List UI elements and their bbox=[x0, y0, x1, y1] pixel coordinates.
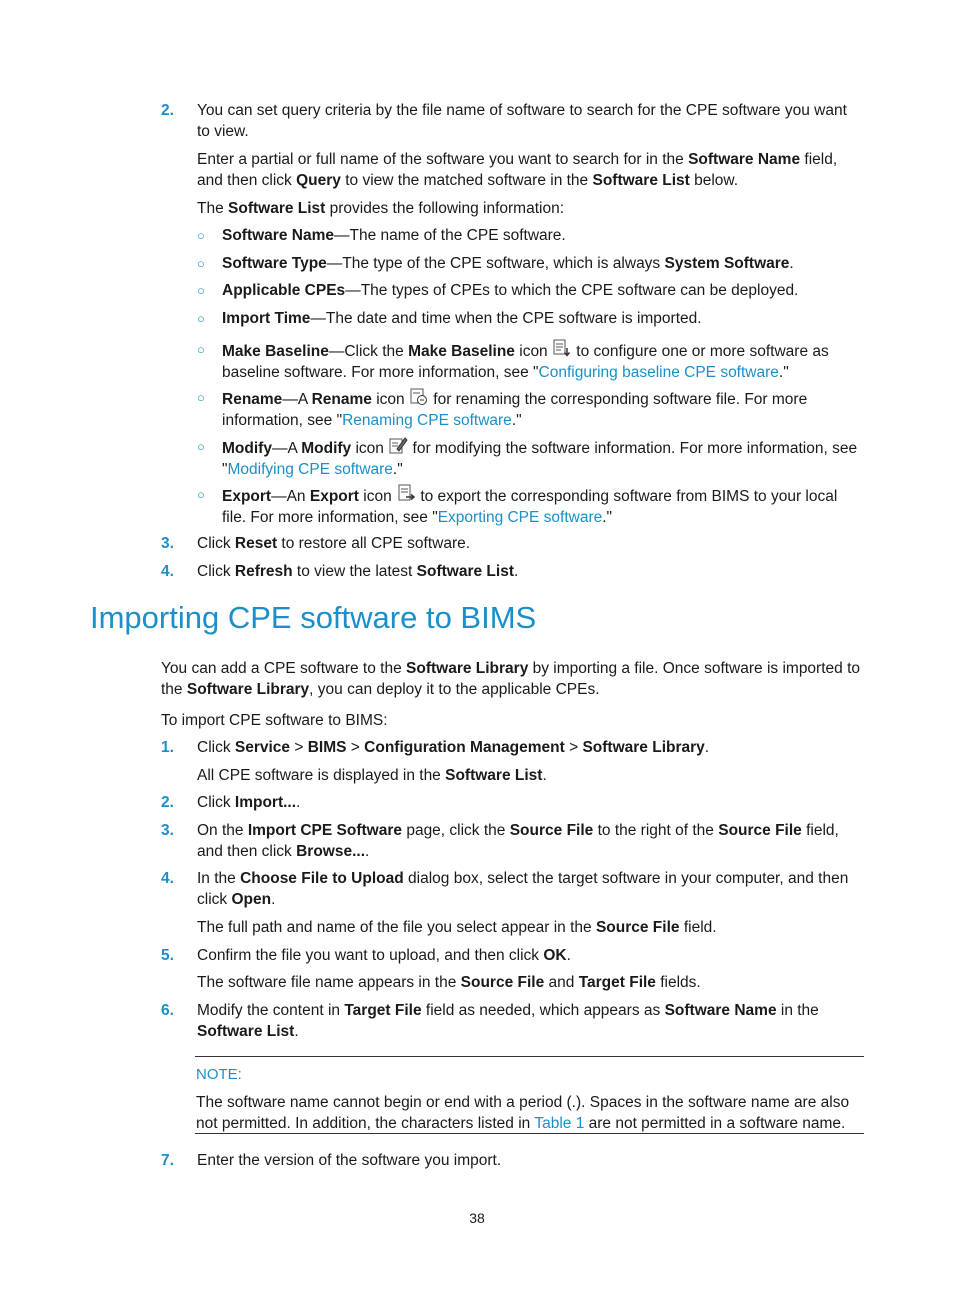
step-text: You can set query criteria by the file name of software to search for the CPE software you want to view. bbox=[197, 102, 847, 140]
note-box bbox=[195, 1056, 864, 1134]
modify-icon bbox=[388, 436, 408, 456]
import-step-4-note: The full path and name of the file you select appear in the Source File field. bbox=[197, 919, 717, 936]
import-step-1: 1. Click Service > BIMS > Configuration Management > Software Library. bbox=[161, 739, 710, 756]
import-step-6: 6. Modify the content in Target File field as needed, which appears as Software Name in the Software List. bbox=[161, 1002, 819, 1040]
import-step-5-note: The software file name appears in the Source File and Target File fields. bbox=[197, 974, 701, 991]
intro-paragraph: You can add a CPE software to the Software Library by importing a file. Once software is imported to the Software Library, you can deploy it to the applicable CPEs. bbox=[161, 660, 860, 698]
bullet-software-name: ○ Software Name—The name of the CPE software. bbox=[197, 227, 566, 244]
paragraph-query: Enter a partial or full name of the software you want to search for in the Software Name field, and then click Query to view the matched software in the Software List below. bbox=[197, 151, 838, 189]
link-modifying[interactable]: Modifying CPE software bbox=[227, 461, 393, 478]
bullet-export: ○ Export—An Export icon to export the corresponding software from BIMS to your local file. For more information, see "Exporting CPE software." bbox=[197, 484, 864, 528]
bullet-modify: ○ Modify—A Modify icon for modifying the software information. For more information, see "Modifying CPE software." bbox=[197, 436, 864, 480]
make-baseline-icon bbox=[552, 339, 572, 359]
bullet-software-type: ○ Software Type—The type of the CPE software, which is always System Software. bbox=[197, 255, 794, 272]
import-step-4: 4. In the Choose File to Upload dialog box, select the target software in your computer, and then click Open. bbox=[161, 870, 849, 908]
note-label: NOTE: bbox=[196, 1066, 242, 1083]
bullet-rename: ○ Rename—A Rename icon for renaming the corresponding software file. For more information, see "Renaming CPE software." bbox=[197, 387, 864, 431]
export-icon bbox=[396, 484, 416, 504]
page-number: 38 bbox=[469, 1210, 485, 1226]
section-heading: Importing CPE software to BIMS bbox=[90, 600, 537, 635]
step-2 bbox=[161, 100, 864, 142]
step-4: 4. Click Refresh to view the latest Software List. bbox=[161, 563, 519, 580]
step-number: 2. bbox=[161, 102, 174, 119]
bullet-applicable-cpes: ○ Applicable CPEs—The types of CPEs to which the CPE software can be deployed. bbox=[197, 282, 799, 299]
note-text: The software name cannot begin or end with a period (.). Spaces in the software name are also not permitted. In addition, the characters listed in Table 1 are not permitted in a software name. bbox=[196, 1094, 850, 1132]
paragraph-software-list: The Software List provides the following information: bbox=[197, 200, 564, 217]
rename-icon bbox=[409, 387, 429, 407]
import-step-7: 7. Enter the version of the software you import. bbox=[161, 1152, 502, 1169]
intro-paragraph-2: To import CPE software to BIMS: bbox=[161, 712, 388, 729]
import-step-5: 5. Confirm the file you want to upload, and then click OK. bbox=[161, 947, 571, 964]
link-exporting[interactable]: Exporting CPE software bbox=[437, 509, 603, 526]
link-table-1[interactable]: Table 1 bbox=[534, 1115, 585, 1132]
import-step-1-note: All CPE software is displayed in the Software List. bbox=[197, 767, 547, 784]
link-configuring-baseline[interactable]: Configuring baseline CPE software bbox=[538, 364, 779, 381]
import-step-3: 3. On the Import CPE Software page, click the Source File to the right of the Source File field, and then click Browse.... bbox=[161, 822, 839, 860]
step-3: 3. Click Reset to restore all CPE software. bbox=[161, 535, 471, 552]
bullet-import-time: ○ Import Time—The date and time when the CPE software is imported. bbox=[197, 310, 702, 327]
link-renaming[interactable]: Renaming CPE software bbox=[342, 412, 512, 429]
import-step-2: 2. Click Import.... bbox=[161, 794, 301, 811]
bullet-make-baseline: ○ Make Baseline—Click the Make Baseline icon to configure one or more software as baseline software. For more information, see "Configuring baseline CPE software." bbox=[197, 339, 864, 383]
